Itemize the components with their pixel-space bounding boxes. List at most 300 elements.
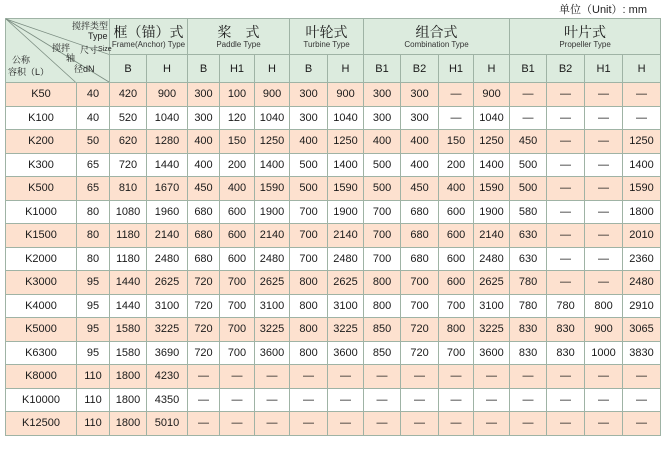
dimension-cell: 1400 [255, 153, 290, 177]
shaft-diameter-cell: 40 [77, 106, 110, 130]
dimension-cell: — [290, 365, 328, 389]
dimension-cell: — [547, 271, 585, 295]
group-turbine-en: Turbine Type [303, 39, 350, 49]
corner-dia-zh: 径dN [74, 64, 95, 74]
table-row [6, 341, 661, 365]
dimension-cell: — [220, 412, 255, 436]
dimension-cell: 1250 [474, 130, 510, 154]
dimension-cell: 1900 [255, 200, 290, 224]
table-row [6, 153, 661, 177]
dimension-cell: 700 [220, 341, 255, 365]
dimension-cell: 400 [290, 130, 328, 154]
group-paddle-zh: 桨 式 [217, 23, 260, 40]
column-header: H1 [220, 55, 255, 83]
volume-cell: K10000 [6, 388, 77, 412]
group-combination-zh: 组合式 [415, 23, 458, 40]
dimension-cell: 2140 [328, 224, 364, 248]
dimension-cell: 120 [220, 106, 255, 130]
shaft-diameter-cell: 95 [77, 341, 110, 365]
group-turbine-zh: 叶轮式 [305, 23, 348, 40]
dimension-cell: — [401, 412, 439, 436]
dimension-cell: 1400 [474, 153, 510, 177]
volume-cell: K4000 [6, 294, 77, 318]
dimension-cell: 830 [510, 341, 547, 365]
dimension-cell: 3600 [474, 341, 510, 365]
column-header: H [255, 55, 290, 83]
dimension-cell: — [290, 388, 328, 412]
table-row [6, 271, 661, 295]
dimension-cell: 800 [290, 318, 328, 342]
dimension-cell: 500 [510, 153, 547, 177]
dimension-cell: 580 [510, 200, 547, 224]
dimension-cell: 2010 [623, 224, 661, 248]
shaft-diameter-cell: 40 [77, 83, 110, 107]
dimension-cell: — [439, 83, 474, 107]
dimension-cell: 500 [510, 177, 547, 201]
volume-cell: K6300 [6, 341, 77, 365]
dimension-cell: 1590 [255, 177, 290, 201]
dimension-cell: — [585, 412, 623, 436]
dimension-cell: — [290, 412, 328, 436]
dimension-cell: 680 [401, 224, 439, 248]
dimension-cell: 300 [188, 106, 220, 130]
shaft-diameter-cell: 65 [77, 177, 110, 201]
volume-cell: K300 [6, 153, 77, 177]
dimension-cell: 1000 [585, 341, 623, 365]
dimension-cell: 2625 [255, 271, 290, 295]
dimension-cell: 1800 [110, 388, 147, 412]
dimension-cell: 2480 [328, 247, 364, 271]
dimension-cell: — [547, 388, 585, 412]
dimension-cell: — [188, 412, 220, 436]
dimension-cell: 830 [547, 341, 585, 365]
dimension-cell: 700 [364, 200, 401, 224]
dimension-cell: 780 [510, 271, 547, 295]
dimension-cell: 400 [364, 130, 401, 154]
table-row [6, 412, 661, 436]
dimension-cell: 2360 [623, 247, 661, 271]
dimension-cell: — [547, 130, 585, 154]
dimension-cell: — [510, 83, 547, 107]
corner-stir-zh: 搅拌 [52, 43, 71, 53]
dimension-cell: 720 [188, 318, 220, 342]
dimension-cell: 800 [290, 271, 328, 295]
dimension-cell: 850 [364, 318, 401, 342]
table-row [6, 365, 661, 389]
column-header: B1 [364, 55, 401, 83]
dimension-cell: — [547, 200, 585, 224]
table-row [6, 200, 661, 224]
dimension-cell: 300 [401, 106, 439, 130]
group-propeller [510, 19, 661, 55]
table-row [6, 130, 661, 154]
dimension-cell: — [401, 388, 439, 412]
dimension-cell: — [255, 388, 290, 412]
dimension-cell: 720 [401, 341, 439, 365]
column-header: H [328, 55, 364, 83]
dimension-cell: 1080 [110, 200, 147, 224]
dimension-cell: — [510, 412, 547, 436]
corner-header [6, 19, 110, 83]
dimension-cell: — [474, 365, 510, 389]
shaft-diameter-cell: 110 [77, 388, 110, 412]
dimension-cell: 450 [510, 130, 547, 154]
table-row [6, 177, 661, 201]
table-row [6, 318, 661, 342]
dimension-cell: 680 [401, 247, 439, 271]
group-combination [364, 19, 510, 55]
dimension-cell: — [220, 388, 255, 412]
dimension-cell: 400 [220, 177, 255, 201]
dimension-cell: — [220, 365, 255, 389]
dimension-cell: — [623, 412, 661, 436]
table-row [6, 224, 661, 248]
dimension-cell: 680 [188, 247, 220, 271]
dimension-cell: 3100 [474, 294, 510, 318]
shaft-diameter-cell: 95 [77, 318, 110, 342]
dimension-cell: 600 [220, 224, 255, 248]
dimension-cell: — [474, 388, 510, 412]
dimension-cell: 520 [110, 106, 147, 130]
dimension-cell: 1440 [110, 271, 147, 295]
dimension-cell: — [585, 153, 623, 177]
volume-cell: K12500 [6, 412, 77, 436]
corner-volume-zh2: 容积（L） [8, 67, 50, 77]
dimension-cell: 700 [290, 224, 328, 248]
dimension-cell: 1800 [623, 200, 661, 224]
dimension-cell: — [547, 153, 585, 177]
table-row [6, 247, 661, 271]
column-header: H1 [439, 55, 474, 83]
column-header: B1 [510, 55, 547, 83]
column-header: H [474, 55, 510, 83]
dimension-cell: 400 [401, 153, 439, 177]
dimension-cell: 1040 [328, 106, 364, 130]
dimension-cell: 4230 [147, 365, 188, 389]
dimension-cell: 700 [439, 341, 474, 365]
dimension-cell: — [547, 224, 585, 248]
dimension-cell: 450 [401, 177, 439, 201]
dimension-cell: 3225 [474, 318, 510, 342]
corner-volume-zh: 公称 [12, 55, 31, 65]
dimension-cell: 680 [188, 224, 220, 248]
dimension-cell: 900 [474, 83, 510, 107]
volume-cell: K500 [6, 177, 77, 201]
dimension-cell: 680 [188, 200, 220, 224]
dimension-cell: — [547, 177, 585, 201]
dimension-cell: — [547, 83, 585, 107]
dimension-cell: 400 [188, 130, 220, 154]
dimension-cell: 1400 [623, 153, 661, 177]
dimension-cell: 150 [439, 130, 474, 154]
dimension-cell: 4350 [147, 388, 188, 412]
dimension-cell: 2480 [147, 247, 188, 271]
shaft-diameter-cell: 80 [77, 224, 110, 248]
dimension-cell: 400 [188, 153, 220, 177]
dimension-cell: 300 [188, 83, 220, 107]
dimension-cell: 400 [401, 130, 439, 154]
dimension-cell: 1960 [147, 200, 188, 224]
dimension-cell: — [547, 247, 585, 271]
table-row [6, 106, 661, 130]
dimension-cell: 600 [220, 247, 255, 271]
dimension-cell: 1400 [328, 153, 364, 177]
dimension-cell: — [585, 177, 623, 201]
dimension-cell: — [401, 365, 439, 389]
dimension-cell: — [439, 412, 474, 436]
dimension-cell: 630 [510, 224, 547, 248]
dimension-cell: 300 [290, 83, 328, 107]
dimension-cell: — [623, 388, 661, 412]
dimension-cell: — [255, 365, 290, 389]
group-frame-en: Frame(Anchor) Type [111, 39, 186, 49]
dimension-cell: 700 [220, 294, 255, 318]
dimension-cell: — [255, 412, 290, 436]
dimension-cell: 780 [547, 294, 585, 318]
dimension-cell: 100 [220, 83, 255, 107]
dimension-cell: 2480 [255, 247, 290, 271]
dimension-cell: — [510, 388, 547, 412]
dimension-cell: — [623, 106, 661, 130]
dimension-cell: 150 [220, 130, 255, 154]
dimension-cell: — [188, 365, 220, 389]
dimension-cell: 500 [364, 153, 401, 177]
dimension-cell: 3690 [147, 341, 188, 365]
dimension-cell: 600 [439, 271, 474, 295]
dimension-cell: 3225 [255, 318, 290, 342]
group-frame [110, 19, 188, 55]
column-header: B [188, 55, 220, 83]
dimension-cell: 1280 [147, 130, 188, 154]
dimension-cell: — [364, 388, 401, 412]
shaft-diameter-cell: 80 [77, 200, 110, 224]
column-header: H [147, 55, 188, 83]
dimension-cell: 810 [110, 177, 147, 201]
dimension-cell: 700 [290, 200, 328, 224]
dimension-cell: 1590 [328, 177, 364, 201]
dimension-cell: 800 [290, 341, 328, 365]
dimension-cell: 680 [401, 200, 439, 224]
dimension-cell: 1580 [110, 341, 147, 365]
corner-type-en: Type [88, 31, 108, 41]
dimension-cell: 700 [290, 247, 328, 271]
dimension-cell: 830 [510, 318, 547, 342]
dimension-cell: 700 [439, 294, 474, 318]
dimension-cell: 700 [364, 224, 401, 248]
shaft-diameter-cell: 95 [77, 271, 110, 295]
dimension-cell: 1440 [147, 153, 188, 177]
dimension-cell: — [474, 412, 510, 436]
dimension-cell: 1040 [474, 106, 510, 130]
dimension-cell: 1590 [623, 177, 661, 201]
dimension-cell: 1250 [623, 130, 661, 154]
dimension-cell: 1250 [328, 130, 364, 154]
dimension-cell: 700 [401, 294, 439, 318]
dimension-cell: 720 [188, 271, 220, 295]
shaft-diameter-cell: 80 [77, 247, 110, 271]
dimension-cell: 2140 [147, 224, 188, 248]
volume-cell: K100 [6, 106, 77, 130]
dimension-cell: 2625 [474, 271, 510, 295]
table-row [6, 294, 661, 318]
column-header: B [290, 55, 328, 83]
dimension-cell: 1250 [255, 130, 290, 154]
dimension-cell: 800 [364, 294, 401, 318]
dimension-cell: — [510, 365, 547, 389]
group-combination-en: Combination Type [404, 39, 469, 49]
dimension-cell: 1180 [110, 247, 147, 271]
dimension-cell: 1040 [147, 106, 188, 130]
dimension-cell: 3065 [623, 318, 661, 342]
shaft-diameter-cell: 110 [77, 412, 110, 436]
dimension-cell: 300 [401, 83, 439, 107]
dimension-cell: 720 [188, 294, 220, 318]
group-propeller-zh: 叶片式 [564, 23, 607, 40]
dimension-cell: — [585, 224, 623, 248]
dimension-cell: 1800 [110, 412, 147, 436]
group-frame-zh: 框（锚）式 [113, 23, 184, 40]
dimension-cell: — [623, 365, 661, 389]
dimension-cell: 5010 [147, 412, 188, 436]
dimension-cell: 600 [439, 247, 474, 271]
dimension-cell: — [439, 106, 474, 130]
volume-cell: K1000 [6, 200, 77, 224]
dimension-cell: 2625 [147, 271, 188, 295]
table-row [6, 83, 661, 107]
dimension-cell: — [439, 365, 474, 389]
dimension-cell: 720 [188, 341, 220, 365]
column-header: H [623, 55, 661, 83]
volume-cell: K8000 [6, 365, 77, 389]
spec-table-body [6, 83, 661, 436]
dimension-cell: 2140 [474, 224, 510, 248]
dimension-cell: 2480 [474, 247, 510, 271]
dimension-cell: 700 [364, 247, 401, 271]
dimension-cell: — [547, 412, 585, 436]
dimension-cell: 1440 [110, 294, 147, 318]
shaft-diameter-cell: 95 [77, 294, 110, 318]
dimension-cell: — [364, 365, 401, 389]
dimension-cell: 2625 [328, 271, 364, 295]
dimension-cell: 700 [220, 318, 255, 342]
dimension-cell: 3225 [147, 318, 188, 342]
dimension-cell: 800 [439, 318, 474, 342]
dimension-cell: — [328, 388, 364, 412]
dimension-cell: 1670 [147, 177, 188, 201]
dimension-cell: 780 [510, 294, 547, 318]
group-header-row [6, 19, 661, 55]
dimension-cell: 3600 [255, 341, 290, 365]
dimension-cell: — [510, 106, 547, 130]
dimension-cell: 400 [439, 177, 474, 201]
shaft-diameter-cell: 65 [77, 153, 110, 177]
dimension-cell: 2140 [255, 224, 290, 248]
dimension-cell: — [585, 247, 623, 271]
dimension-cell: 630 [510, 247, 547, 271]
dimension-cell: 1900 [474, 200, 510, 224]
dimension-cell: 1900 [328, 200, 364, 224]
group-turbine [290, 19, 364, 55]
dimension-cell: 600 [220, 200, 255, 224]
volume-cell: K3000 [6, 271, 77, 295]
dimension-cell: — [364, 412, 401, 436]
dimension-cell: 600 [439, 200, 474, 224]
dimension-cell: 450 [188, 177, 220, 201]
dimension-cell: 1590 [474, 177, 510, 201]
dimension-cell: 1800 [110, 365, 147, 389]
dimension-cell: 300 [364, 83, 401, 107]
volume-cell: K2000 [6, 247, 77, 271]
dimension-cell: 600 [439, 224, 474, 248]
corner-type-zh: 搅拌类型 [72, 21, 109, 31]
dimension-cell: 800 [585, 294, 623, 318]
column-header: B [110, 55, 147, 83]
dimension-cell: — [585, 388, 623, 412]
dimension-cell: 3100 [328, 294, 364, 318]
dimension-cell: 1040 [255, 106, 290, 130]
dimension-cell: 300 [290, 106, 328, 130]
column-header: B2 [401, 55, 439, 83]
shaft-diameter-cell: 110 [77, 365, 110, 389]
dimension-cell: 720 [110, 153, 147, 177]
dimension-cell: — [328, 412, 364, 436]
dimension-cell: — [623, 83, 661, 107]
dimension-cell: 200 [439, 153, 474, 177]
dimension-cell: — [585, 83, 623, 107]
dimension-cell: 700 [220, 271, 255, 295]
dimension-cell: — [188, 388, 220, 412]
dimension-cell: 900 [585, 318, 623, 342]
dimension-cell: — [547, 365, 585, 389]
dimension-cell: 3600 [328, 341, 364, 365]
table-row [6, 388, 661, 412]
dimension-cell: 500 [364, 177, 401, 201]
dimension-cell: — [547, 106, 585, 130]
dimension-cell: 830 [547, 318, 585, 342]
dimension-cell: 800 [290, 294, 328, 318]
dimension-cell: 3830 [623, 341, 661, 365]
dimension-cell: — [585, 365, 623, 389]
corner-size-zh: 尺寸 [80, 45, 99, 55]
dimension-cell: 800 [364, 271, 401, 295]
dimension-cell: 500 [290, 177, 328, 201]
dimension-cell: — [585, 271, 623, 295]
dimension-cell: — [585, 130, 623, 154]
volume-cell: K50 [6, 83, 77, 107]
shaft-diameter-cell: 50 [77, 130, 110, 154]
dimension-cell: — [585, 200, 623, 224]
group-paddle-en: Paddle Type [216, 39, 261, 49]
spec-table [5, 18, 661, 436]
unit-label: 单位（Unit）: mm [559, 4, 647, 16]
corner-size-en: Size [98, 46, 112, 53]
dimension-cell: 900 [147, 83, 188, 107]
corner-shaft-zh: 轴 [66, 53, 76, 63]
group-propeller-en: Propeller Type [559, 39, 611, 49]
dimension-cell: 900 [255, 83, 290, 107]
dimension-cell: 3225 [328, 318, 364, 342]
dimension-cell: 900 [328, 83, 364, 107]
dimension-cell: 3100 [255, 294, 290, 318]
dimension-cell: — [439, 388, 474, 412]
dimension-cell: — [585, 106, 623, 130]
dimension-cell: 300 [364, 106, 401, 130]
dimension-cell: 500 [290, 153, 328, 177]
dimension-cell: 200 [220, 153, 255, 177]
group-paddle [188, 19, 290, 55]
column-header: B2 [547, 55, 585, 83]
dimension-cell: 2910 [623, 294, 661, 318]
